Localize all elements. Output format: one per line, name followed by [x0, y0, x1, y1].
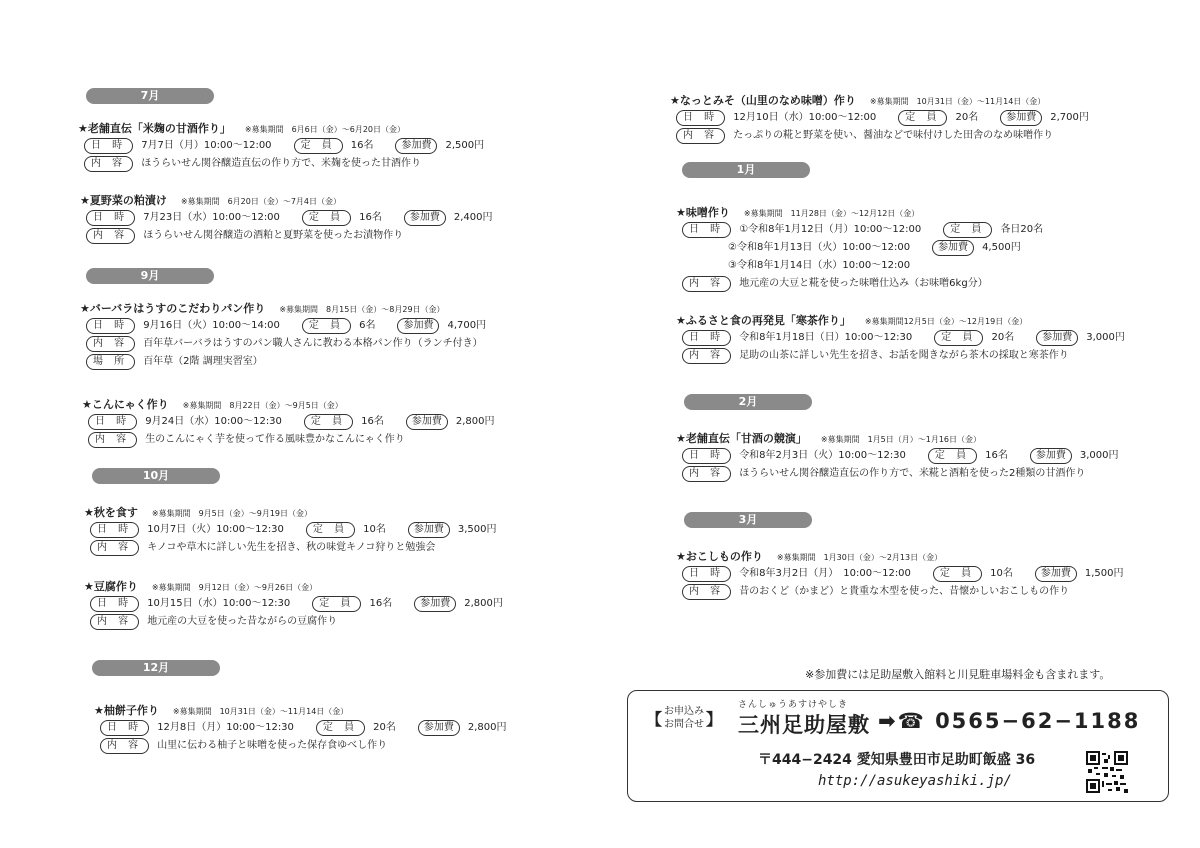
month-header-february: 2月	[684, 394, 812, 410]
event-fee: 3,000円	[1086, 332, 1125, 343]
event-date: 12月10日（水）10:00～12:00	[733, 112, 877, 123]
event-title: ★ふるさと食の再発見「寒茶作り」	[676, 314, 851, 327]
event-capacity: 6名	[359, 320, 376, 331]
event-date: 令和8年1月18日（日）10:00～12:30	[739, 332, 913, 343]
event-content: 百年草バーバラはうすのパン職人さんに教わる本格パン作り（ランチ付き）	[143, 338, 483, 349]
event-content: ほうらいせん関谷醸造直伝の作り方で、米糀と酒粕を使った2種類の甘酒作り	[739, 468, 1086, 479]
event-title: ★柚餅子作り	[94, 704, 159, 717]
event-date: 9月24日（水）10:00～12:30	[145, 416, 282, 427]
phone-number[interactable]: ➡☎ 0565−62−1188	[878, 709, 1141, 733]
event-fee: 3,500円	[457, 524, 497, 535]
event-date: 7月7日（月）10:00～12:00	[141, 140, 272, 151]
event-period: ※募集期間 6月6日（金）～6月20日（金）	[244, 125, 406, 134]
event-content: 山里に伝わる柚子と味噌を使った保存食ゆべし作り	[157, 740, 388, 751]
fee-tag: 参加費	[932, 240, 974, 256]
month-header-july: 7月	[86, 88, 214, 104]
event-miso	[676, 206, 1043, 293]
event-amazake-contest	[676, 432, 1118, 483]
month-header-december: 12月	[92, 660, 220, 676]
contact-box	[627, 690, 1169, 802]
fee-tag: 参加費	[1000, 110, 1042, 126]
event-title: ★こんにゃく作り	[82, 398, 169, 411]
event-fee: 2,700円	[1050, 112, 1089, 123]
event-kancha	[676, 314, 1125, 365]
date-tag: 日 時	[682, 448, 731, 464]
event-content: たっぷりの糀と野菜を使い、醤油などで味付けした田舎のなめ味噌作り	[733, 130, 1054, 141]
event-autumn	[84, 506, 496, 557]
event-period: ※募集期間 1月30日（金）～2月13日（金）	[776, 553, 943, 562]
event-date: 令和8年3月2日（月） 10:00～12:00	[739, 568, 911, 579]
event-date: 12月8日（月）10:00～12:30	[157, 722, 294, 733]
content-tag: 内 容	[90, 540, 139, 556]
fee-tag: 参加費	[1030, 448, 1072, 464]
event-title: ★夏野菜の粕漬け	[80, 194, 167, 207]
capacity-tag: 定 員	[316, 720, 365, 736]
content-tag: 内 容	[86, 228, 135, 244]
event-date-2: ②令和8年1月13日（火）10:00～12:00	[728, 242, 911, 253]
event-title: ★秋を食す	[84, 506, 138, 519]
month-header-january: 1月	[682, 162, 810, 178]
event-capacity: 16名	[359, 212, 382, 223]
event-fee: 4,700円	[447, 320, 487, 331]
date-tag: 日 時	[682, 330, 731, 346]
date-tag: 日 時	[682, 222, 731, 238]
event-date: 9月16日（火）10:00～14:00	[143, 320, 280, 331]
capacity-tag: 定 員	[943, 222, 992, 238]
date-tag: 日 時	[90, 596, 139, 612]
month-header-september: 9月	[86, 268, 214, 284]
event-content: 地元産の大豆と糀を使った味噌仕込み（お味噌6kg分）	[739, 278, 988, 289]
event-date: 10月15日（水）10:00～12:30	[147, 598, 291, 609]
facility-name: 三州足助屋敷	[738, 713, 870, 737]
capacity-tag: 定 員	[302, 210, 351, 226]
capacity-tag: 定 員	[304, 414, 353, 430]
event-capacity: 16名	[985, 450, 1008, 461]
event-content: ほうらいせん関谷醸造の酒粕と夏野菜を使ったお漬物作り	[143, 230, 404, 241]
event-period: ※募集期間 8月22日（金）～9月5日（金）	[182, 401, 343, 410]
content-tag: 内 容	[682, 466, 731, 482]
event-date: 令和8年2月3日（火）10:00～12:30	[739, 450, 906, 461]
month-header-march: 3月	[684, 512, 812, 528]
event-title: ★おこしもの作り	[676, 550, 763, 563]
date-tag: 日 時	[86, 318, 135, 334]
event-date-3: ③令和8年1月14日（水）10:00～12:00	[728, 260, 911, 271]
event-capacity: 16名	[369, 598, 393, 609]
event-period: ※募集期間 10月31日（金）～11月14日（金）	[869, 97, 1046, 106]
event-content: 足助の山茶に詳しい先生を招き、お話を聞きながら茶木の採取と寒茶作り	[739, 350, 1069, 361]
website-link[interactable]: http://asukeyashiki.jp/	[818, 773, 1012, 789]
date-tag: 日 時	[88, 414, 137, 430]
place-tag: 場 所	[86, 354, 135, 370]
bracket-close: 】	[706, 709, 723, 729]
event-content: 地元産の大豆を使った昔ながらの豆腐作り	[147, 616, 338, 627]
event-title: ★なっとみそ（山里のなめ味噌）作り	[670, 94, 856, 107]
apply-text	[664, 705, 704, 731]
content-tag: 内 容	[90, 614, 139, 630]
apply-label	[646, 705, 722, 731]
date-tag: 日 時	[676, 110, 725, 126]
event-period: ※募集期間 8月15日（金）～8月29日（金）	[279, 305, 445, 314]
event-date: 7月23日（水）10:00～12:00	[143, 212, 280, 223]
capacity-tag: 定 員	[928, 448, 977, 464]
fee-note: ※参加費には足助屋敷入館料と川見駐車場料金も含まれます。	[805, 668, 1111, 681]
event-capacity: 10名	[363, 524, 386, 535]
event-yubeshi	[94, 704, 506, 755]
event-content: 生のこんにゃく芋を使って作る風味豊かなこんにゃく作り	[145, 434, 405, 445]
event-capacity: 16名	[361, 416, 384, 427]
facility-ruby: さんしゅうあすけやしき	[738, 700, 849, 710]
fee-tag: 参加費	[1035, 566, 1077, 582]
event-date: 10月7日（火）10:00～12:30	[147, 524, 284, 535]
content-tag: 内 容	[88, 432, 137, 448]
capacity-tag: 定 員	[933, 566, 982, 582]
date-tag: 日 時	[84, 138, 133, 154]
fee-tag: 参加費	[397, 318, 439, 334]
fee-tag: 参加費	[404, 210, 446, 226]
event-period: ※募集期間 9月5日（金）～9月19日（金）	[151, 509, 313, 518]
fee-tag: 参加費	[418, 720, 460, 736]
event-kasuzuke	[80, 194, 492, 245]
fee-tag: 参加費	[414, 596, 456, 612]
capacity-tag: 定 員	[294, 138, 343, 154]
content-tag: 内 容	[100, 738, 149, 754]
bracket-open: 【	[646, 709, 663, 729]
date-tag: 日 時	[100, 720, 149, 736]
event-capacity: 16名	[350, 140, 374, 151]
capacity-tag: 定 員	[306, 522, 355, 538]
event-fee: 2,800円	[455, 416, 495, 427]
event-fee: 2,500円	[445, 140, 485, 151]
content-tag: 内 容	[682, 348, 731, 364]
event-capacity: 各日20名	[1000, 224, 1044, 235]
capacity-tag: 定 員	[934, 330, 983, 346]
qr-code-icon	[1086, 751, 1128, 793]
capacity-tag: 定 員	[302, 318, 351, 334]
event-content: 昔のおくど（かまど）と貴重な木型を使った、昔懐かしいおこしもの作り	[739, 586, 1070, 597]
event-period: ※募集期間 10月31日（金）～11月14日（金）	[172, 707, 349, 716]
fee-tag: 参加費	[408, 522, 450, 538]
capacity-tag: 定 員	[312, 596, 361, 612]
event-period: ※募集期間 6月20日（金）～7月4日（金）	[180, 197, 342, 206]
event-period: ※募集期間 9月12日（金）～9月26日（金）	[151, 583, 318, 592]
event-period: ※募集期間12月5日（金）～12月19日（金）	[864, 317, 1028, 326]
event-date-1: ①令和8年1月12日（月）10:00～12:00	[739, 224, 922, 235]
content-tag: 内 容	[676, 128, 725, 144]
date-tag: 日 時	[682, 566, 731, 582]
content-tag: 内 容	[84, 156, 133, 172]
content-tag: 内 容	[682, 276, 731, 292]
event-content: ほうらいせん関谷醸造直伝の作り方で、米麹を使った甘酒作り	[141, 158, 421, 169]
content-tag: 内 容	[86, 336, 135, 352]
fee-tag: 参加費	[406, 414, 448, 430]
event-bread	[80, 302, 486, 371]
event-capacity: 20名	[991, 332, 1015, 343]
event-fee: 2,400円	[453, 212, 493, 223]
event-amazake-koji	[78, 122, 484, 173]
event-capacity: 20名	[373, 722, 396, 733]
event-title: ★味噌作り	[676, 206, 730, 219]
date-tag: 日 時	[86, 210, 135, 226]
event-tofu	[84, 580, 503, 631]
event-title: ★豆腐作り	[84, 580, 138, 593]
inquiry-line: お問合せ	[664, 719, 705, 730]
fee-tag: 参加費	[395, 138, 437, 154]
event-fee: 1,500円	[1084, 568, 1124, 579]
capacity-tag: 定 員	[898, 110, 947, 126]
event-fee: 4,500円	[982, 242, 1021, 253]
event-title: ★老舗直伝「甘酒の競演」	[676, 432, 807, 445]
event-period: ※募集期間 11月28日（金）～12月12日（金）	[743, 209, 920, 218]
event-fee: 2,800円	[464, 598, 503, 609]
month-header-october: 10月	[92, 468, 220, 484]
address: 〒444−2424 愛知県豊田市足助町飯盛 36	[758, 752, 1036, 768]
event-nattomiso	[670, 94, 1089, 145]
event-capacity: 20名	[955, 112, 979, 123]
content-tag: 内 容	[682, 584, 731, 600]
event-capacity: 10名	[990, 568, 1013, 579]
event-konnyaku	[82, 398, 494, 449]
event-okoshimono	[676, 550, 1123, 601]
event-period: ※募集期間 1月5日（月）～1月16日（金）	[820, 435, 982, 444]
event-fee: 3,000円	[1079, 450, 1119, 461]
apply-line: お申込み	[664, 706, 705, 717]
fee-tag: 参加費	[1036, 330, 1078, 346]
event-title: ★老舗直伝「米麹の甘酒作り」	[78, 122, 231, 135]
event-place: 百年草（2階 調理実習室）	[143, 356, 263, 367]
event-content: キノコや草木に詳しい先生を招き、秋の味覚キノコ狩りと勉強会	[147, 542, 436, 553]
event-title: ★バーバラはうすのこだわりパン作り	[80, 302, 266, 315]
date-tag: 日 時	[90, 522, 139, 538]
event-fee: 2,800円	[467, 722, 507, 733]
